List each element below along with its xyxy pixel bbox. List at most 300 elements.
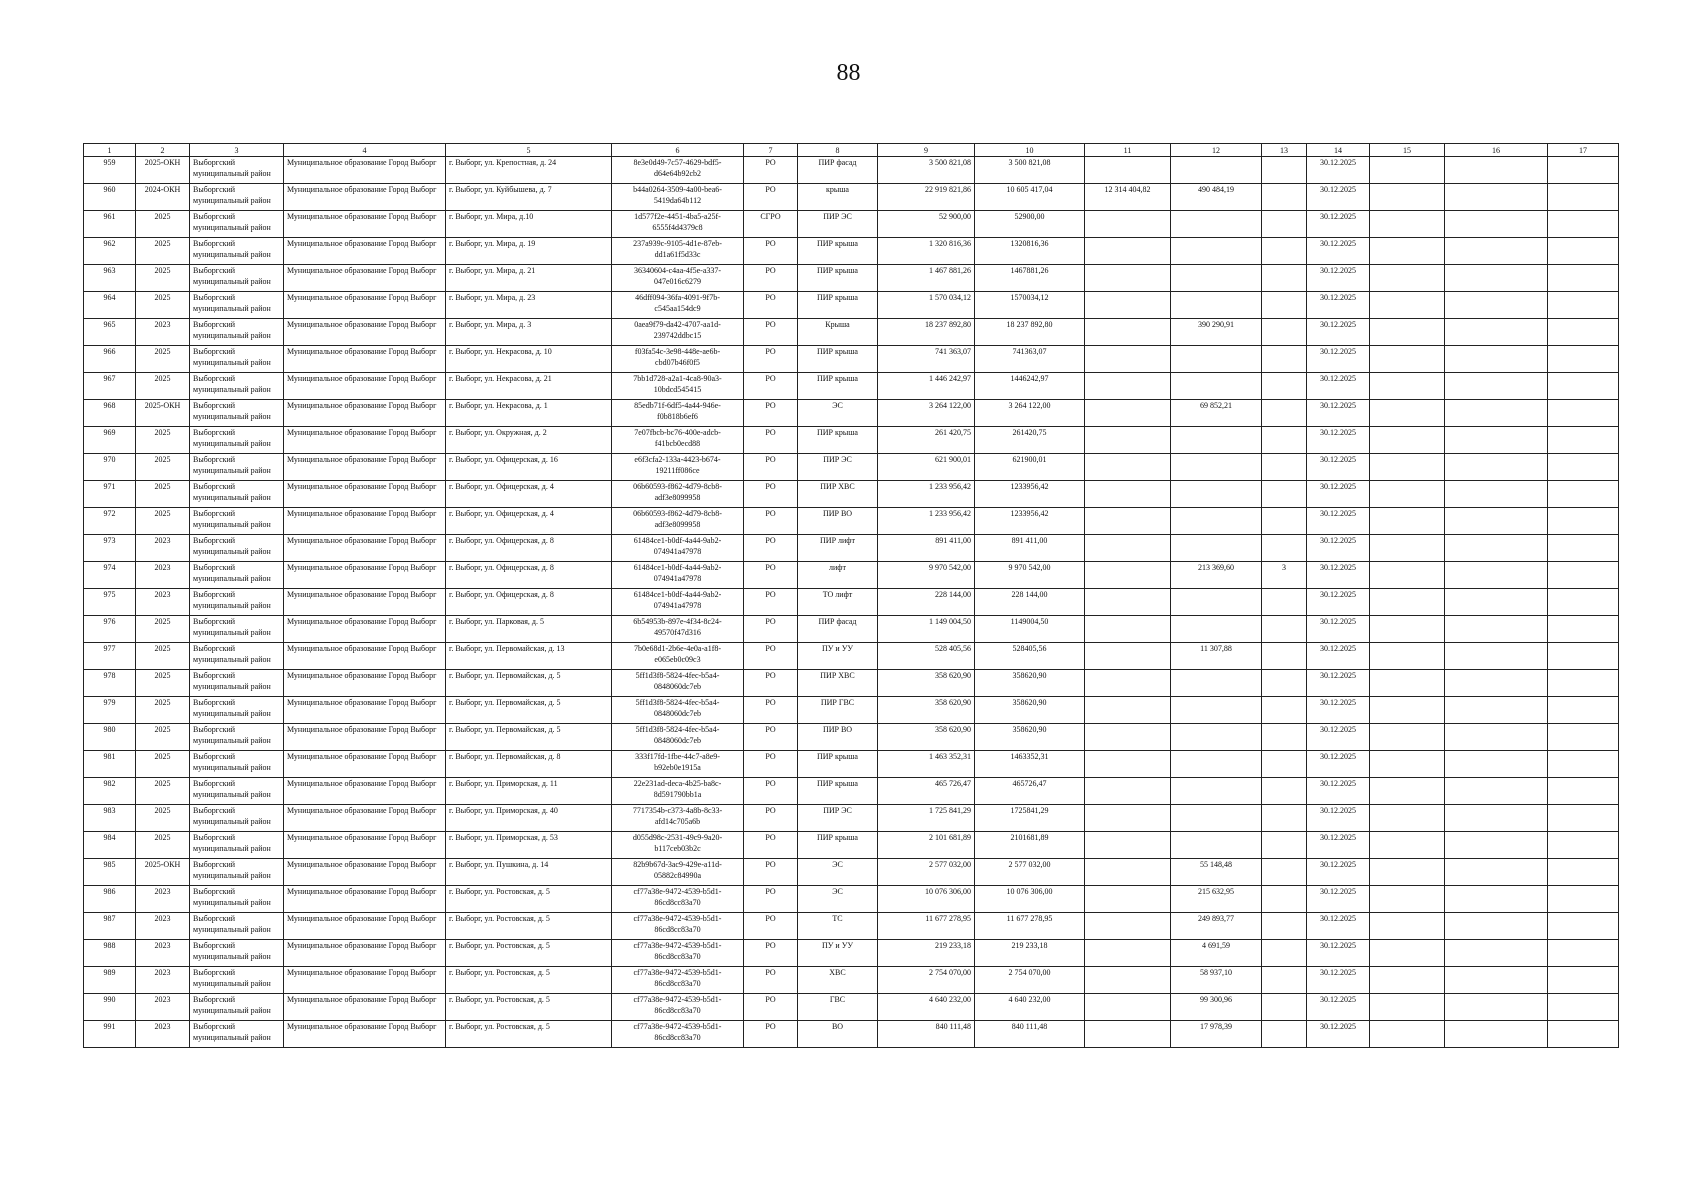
cell-work-type: ПИР крыша bbox=[798, 832, 878, 859]
cell-subsidy bbox=[1085, 562, 1171, 589]
cell-col-15 bbox=[1370, 697, 1445, 724]
cell-control-cost bbox=[1171, 616, 1262, 643]
cell-total-cost: 840 111,48 bbox=[878, 1021, 975, 1048]
cell-col-16 bbox=[1445, 400, 1548, 427]
cell-subsidy bbox=[1085, 481, 1171, 508]
cell-control-cost: 69 852,21 bbox=[1171, 400, 1262, 427]
cell-work-type: ПИР крыша bbox=[798, 373, 878, 400]
cell-col-17 bbox=[1548, 184, 1619, 211]
cell-deadline: 30.12.2025 bbox=[1307, 1021, 1370, 1048]
cell-fund-cost: 2 577 032,00 bbox=[975, 859, 1085, 886]
cell-fund-cost: 2 754 070,00 bbox=[975, 967, 1085, 994]
cell-col-17 bbox=[1548, 400, 1619, 427]
cell-program-year: 2025-ОКН bbox=[136, 859, 190, 886]
cell-program-type: РО bbox=[744, 346, 798, 373]
column-header-6: 6 bbox=[612, 144, 744, 157]
cell-house-guid: e6f3cfa2-133a-4423-b674-19211ff086ce bbox=[612, 454, 744, 481]
cell-address: г. Выборг, ул. Пушкина, д. 14 bbox=[446, 859, 612, 886]
cell-row-number: 976 bbox=[84, 616, 136, 643]
cell-work-type: лифт bbox=[798, 562, 878, 589]
cell-program-year: 2025 bbox=[136, 643, 190, 670]
cell-col-16 bbox=[1445, 319, 1548, 346]
cell-district: Выборгский муниципальный район bbox=[190, 157, 284, 184]
table-row bbox=[84, 319, 1619, 346]
cell-elevator-count bbox=[1262, 1021, 1307, 1048]
cell-program-type: РО bbox=[744, 832, 798, 859]
cell-municipality: Муниципальное образование Город Выборг bbox=[284, 913, 446, 940]
cell-col-16 bbox=[1445, 157, 1548, 184]
cell-program-year: 2023 bbox=[136, 913, 190, 940]
cell-municipality: Муниципальное образование Город Выборг bbox=[284, 886, 446, 913]
cell-elevator-count bbox=[1262, 805, 1307, 832]
cell-total-cost: 1 320 816,36 bbox=[878, 238, 975, 265]
cell-municipality: Муниципальное образование Город Выборг bbox=[284, 481, 446, 508]
cell-total-cost: 1 570 034,12 bbox=[878, 292, 975, 319]
cell-total-cost: 528 405,56 bbox=[878, 643, 975, 670]
column-header-4: 4 bbox=[284, 144, 446, 157]
cell-col-17 bbox=[1548, 211, 1619, 238]
cell-deadline: 30.12.2025 bbox=[1307, 616, 1370, 643]
cell-fund-cost: 4 640 232,00 bbox=[975, 994, 1085, 1021]
cell-district: Выборгский муниципальный район bbox=[190, 751, 284, 778]
cell-total-cost: 3 264 122,00 bbox=[878, 400, 975, 427]
cell-municipality: Муниципальное образование Город Выборг bbox=[284, 1021, 446, 1048]
cell-control-cost: 99 300,96 bbox=[1171, 994, 1262, 1021]
cell-municipality: Муниципальное образование Город Выборг bbox=[284, 994, 446, 1021]
cell-district: Выборгский муниципальный район bbox=[190, 589, 284, 616]
cell-col-16 bbox=[1445, 508, 1548, 535]
column-header-1: 1 bbox=[84, 144, 136, 157]
cell-total-cost: 1 233 956,42 bbox=[878, 481, 975, 508]
cell-address: г. Выборг, ул. Ростовская, д. 5 bbox=[446, 994, 612, 1021]
table-row bbox=[84, 670, 1619, 697]
cell-subsidy bbox=[1085, 940, 1171, 967]
table-row bbox=[84, 265, 1619, 292]
cell-col-16 bbox=[1445, 724, 1548, 751]
cell-col-15 bbox=[1370, 670, 1445, 697]
cell-row-number: 983 bbox=[84, 805, 136, 832]
cell-subsidy bbox=[1085, 157, 1171, 184]
cell-total-cost: 1 463 352,31 bbox=[878, 751, 975, 778]
cell-program-type: РО bbox=[744, 400, 798, 427]
cell-deadline: 30.12.2025 bbox=[1307, 319, 1370, 346]
cell-municipality: Муниципальное образование Город Выборг bbox=[284, 778, 446, 805]
cell-total-cost: 9 970 542,00 bbox=[878, 562, 975, 589]
cell-program-year: 2025 bbox=[136, 778, 190, 805]
cell-row-number: 964 bbox=[84, 292, 136, 319]
table-row bbox=[84, 832, 1619, 859]
cell-address: г. Выборг, ул. Офицерская, д. 8 bbox=[446, 535, 612, 562]
cell-col-17 bbox=[1548, 346, 1619, 373]
cell-col-17 bbox=[1548, 481, 1619, 508]
table-row bbox=[84, 616, 1619, 643]
cell-col-16 bbox=[1445, 373, 1548, 400]
cell-house-guid: 7bb1d728-a2a1-4ca8-90a3-10bdcd545415 bbox=[612, 373, 744, 400]
cell-fund-cost: 52900,00 bbox=[975, 211, 1085, 238]
cell-work-type: ПИР ХВС bbox=[798, 670, 878, 697]
cell-fund-cost: 1467881,26 bbox=[975, 265, 1085, 292]
cell-col-16 bbox=[1445, 940, 1548, 967]
cell-district: Выборгский муниципальный район bbox=[190, 616, 284, 643]
column-header-12: 12 bbox=[1171, 144, 1262, 157]
table-row bbox=[84, 994, 1619, 1021]
cell-house-guid: 36340604-c4aa-4f5e-a337-047e016c6279 bbox=[612, 265, 744, 292]
cell-control-cost bbox=[1171, 508, 1262, 535]
cell-row-number: 967 bbox=[84, 373, 136, 400]
cell-house-guid: 333f17fd-1fbe-44c7-a8e9-b92eb0e1915a bbox=[612, 751, 744, 778]
cell-total-cost: 358 620,90 bbox=[878, 724, 975, 751]
cell-col-15 bbox=[1370, 211, 1445, 238]
cell-col-16 bbox=[1445, 427, 1548, 454]
cell-subsidy bbox=[1085, 454, 1171, 481]
cell-elevator-count bbox=[1262, 697, 1307, 724]
cell-control-cost: 17 978,39 bbox=[1171, 1021, 1262, 1048]
cell-total-cost: 2 754 070,00 bbox=[878, 967, 975, 994]
cell-work-type: ХВС bbox=[798, 967, 878, 994]
cell-col-15 bbox=[1370, 238, 1445, 265]
cell-district: Выборгский муниципальный район bbox=[190, 346, 284, 373]
cell-municipality: Муниципальное образование Город Выборг bbox=[284, 508, 446, 535]
cell-program-type: РО bbox=[744, 373, 798, 400]
cell-row-number: 966 bbox=[84, 346, 136, 373]
cell-row-number: 979 bbox=[84, 697, 136, 724]
cell-address: г. Выборг, ул. Офицерская, д. 4 bbox=[446, 508, 612, 535]
cell-deadline: 30.12.2025 bbox=[1307, 886, 1370, 913]
cell-elevator-count bbox=[1262, 670, 1307, 697]
table-row bbox=[84, 211, 1619, 238]
cell-fund-cost: 358620,90 bbox=[975, 724, 1085, 751]
cell-district: Выборгский муниципальный район bbox=[190, 265, 284, 292]
cell-deadline: 30.12.2025 bbox=[1307, 670, 1370, 697]
cell-col-16 bbox=[1445, 238, 1548, 265]
cell-address: г. Выборг, ул. Офицерская, д. 8 bbox=[446, 562, 612, 589]
cell-deadline: 30.12.2025 bbox=[1307, 697, 1370, 724]
cell-total-cost: 1 446 242,97 bbox=[878, 373, 975, 400]
table-row bbox=[84, 157, 1619, 184]
cell-program-type: РО bbox=[744, 265, 798, 292]
cell-elevator-count bbox=[1262, 967, 1307, 994]
cell-control-cost bbox=[1171, 373, 1262, 400]
cell-row-number: 959 bbox=[84, 157, 136, 184]
cell-subsidy bbox=[1085, 373, 1171, 400]
cell-district: Выборгский муниципальный район bbox=[190, 859, 284, 886]
cell-district: Выборгский муниципальный район bbox=[190, 643, 284, 670]
cell-work-type: ВО bbox=[798, 1021, 878, 1048]
cell-col-17 bbox=[1548, 859, 1619, 886]
cell-total-cost: 621 900,01 bbox=[878, 454, 975, 481]
cell-fund-cost: 1149004,50 bbox=[975, 616, 1085, 643]
cell-col-15 bbox=[1370, 481, 1445, 508]
cell-work-type: ПИР ЭС bbox=[798, 211, 878, 238]
cell-deadline: 30.12.2025 bbox=[1307, 238, 1370, 265]
cell-row-number: 975 bbox=[84, 589, 136, 616]
cell-col-16 bbox=[1445, 535, 1548, 562]
column-header-15: 15 bbox=[1370, 144, 1445, 157]
cell-col-17 bbox=[1548, 238, 1619, 265]
cell-total-cost: 22 919 821,86 bbox=[878, 184, 975, 211]
cell-elevator-count bbox=[1262, 319, 1307, 346]
cell-house-guid: 61484ce1-b0df-4a44-9ab2-074941a47978 bbox=[612, 589, 744, 616]
cell-elevator-count bbox=[1262, 751, 1307, 778]
cell-work-type: ПИР фасад bbox=[798, 157, 878, 184]
cell-total-cost: 261 420,75 bbox=[878, 427, 975, 454]
cell-subsidy bbox=[1085, 535, 1171, 562]
cell-fund-cost: 10 076 306,00 bbox=[975, 886, 1085, 913]
cell-subsidy: 12 314 404,82 bbox=[1085, 184, 1171, 211]
cell-col-15 bbox=[1370, 994, 1445, 1021]
cell-municipality: Муниципальное образование Город Выборг bbox=[284, 616, 446, 643]
cell-col-15 bbox=[1370, 940, 1445, 967]
cell-subsidy bbox=[1085, 292, 1171, 319]
cell-col-17 bbox=[1548, 427, 1619, 454]
cell-house-guid: 82b9b67d-3ac9-429e-a11d-05882c84990a bbox=[612, 859, 744, 886]
cell-district: Выборгский муниципальный район bbox=[190, 697, 284, 724]
cell-col-17 bbox=[1548, 589, 1619, 616]
cell-total-cost: 1 725 841,29 bbox=[878, 805, 975, 832]
cell-deadline: 30.12.2025 bbox=[1307, 535, 1370, 562]
cell-col-17 bbox=[1548, 940, 1619, 967]
cell-deadline: 30.12.2025 bbox=[1307, 265, 1370, 292]
cell-elevator-count bbox=[1262, 616, 1307, 643]
cell-row-number: 974 bbox=[84, 562, 136, 589]
cell-row-number: 988 bbox=[84, 940, 136, 967]
cell-total-cost: 1 233 956,42 bbox=[878, 508, 975, 535]
cell-house-guid: cf77a38e-9472-4539-b5d1-86cd8cc83a70 bbox=[612, 886, 744, 913]
cell-work-type: ЭС bbox=[798, 400, 878, 427]
cell-col-17 bbox=[1548, 508, 1619, 535]
cell-fund-cost: 1233956,42 bbox=[975, 481, 1085, 508]
cell-work-type: ПИР ХВС bbox=[798, 481, 878, 508]
cell-control-cost bbox=[1171, 481, 1262, 508]
cell-elevator-count bbox=[1262, 643, 1307, 670]
table-body bbox=[84, 157, 1619, 1048]
cell-total-cost: 18 237 892,80 bbox=[878, 319, 975, 346]
cell-subsidy bbox=[1085, 994, 1171, 1021]
cell-col-15 bbox=[1370, 427, 1445, 454]
cell-deadline: 30.12.2025 bbox=[1307, 913, 1370, 940]
cell-program-type: РО bbox=[744, 940, 798, 967]
cell-district: Выборгский муниципальный район bbox=[190, 940, 284, 967]
cell-municipality: Муниципальное образование Город Выборг bbox=[284, 832, 446, 859]
cell-house-guid: 6b54953b-897e-4f34-8c24-49570f47d316 bbox=[612, 616, 744, 643]
table-row bbox=[84, 643, 1619, 670]
cell-deadline: 30.12.2025 bbox=[1307, 589, 1370, 616]
cell-house-guid: b44a0264-3509-4a00-bea6-5419da64b112 bbox=[612, 184, 744, 211]
cell-col-16 bbox=[1445, 211, 1548, 238]
cell-col-17 bbox=[1548, 751, 1619, 778]
table-row bbox=[84, 940, 1619, 967]
cell-deadline: 30.12.2025 bbox=[1307, 940, 1370, 967]
cell-row-number: 986 bbox=[84, 886, 136, 913]
cell-control-cost bbox=[1171, 427, 1262, 454]
cell-col-16 bbox=[1445, 859, 1548, 886]
cell-fund-cost: 1725841,29 bbox=[975, 805, 1085, 832]
cell-col-17 bbox=[1548, 994, 1619, 1021]
cell-address: г. Выборг, ул. Первомайская, д. 8 bbox=[446, 751, 612, 778]
cell-col-17 bbox=[1548, 967, 1619, 994]
cell-municipality: Муниципальное образование Город Выборг bbox=[284, 859, 446, 886]
cell-fund-cost: 1320816,36 bbox=[975, 238, 1085, 265]
table-row bbox=[84, 454, 1619, 481]
cell-col-16 bbox=[1445, 616, 1548, 643]
cell-col-15 bbox=[1370, 751, 1445, 778]
cell-col-17 bbox=[1548, 697, 1619, 724]
cell-col-17 bbox=[1548, 265, 1619, 292]
cell-house-guid: 22e231ad-deca-4b25-ba8c-8d591790bb1a bbox=[612, 778, 744, 805]
cell-address: г. Выборг, ул. Мира, д. 21 bbox=[446, 265, 612, 292]
cell-control-cost bbox=[1171, 454, 1262, 481]
cell-district: Выборгский муниципальный район bbox=[190, 373, 284, 400]
cell-elevator-count bbox=[1262, 859, 1307, 886]
cell-program-type: РО bbox=[744, 724, 798, 751]
cell-address: г. Выборг, ул. Мира, д. 23 bbox=[446, 292, 612, 319]
cell-total-cost: 10 076 306,00 bbox=[878, 886, 975, 913]
cell-total-cost: 11 677 278,95 bbox=[878, 913, 975, 940]
cell-deadline: 30.12.2025 bbox=[1307, 292, 1370, 319]
cell-col-15 bbox=[1370, 967, 1445, 994]
cell-row-number: 980 bbox=[84, 724, 136, 751]
cell-control-cost bbox=[1171, 346, 1262, 373]
cell-program-year: 2025 bbox=[136, 292, 190, 319]
cell-work-type: ГВС bbox=[798, 994, 878, 1021]
cell-program-year: 2025 bbox=[136, 211, 190, 238]
cell-program-type: РО bbox=[744, 886, 798, 913]
cell-work-type: ПИР крыша bbox=[798, 238, 878, 265]
cell-elevator-count bbox=[1262, 481, 1307, 508]
cell-municipality: Муниципальное образование Город Выборг bbox=[284, 265, 446, 292]
cell-program-type: РО bbox=[744, 535, 798, 562]
cell-deadline: 30.12.2025 bbox=[1307, 751, 1370, 778]
cell-work-type: ПИР крыша bbox=[798, 265, 878, 292]
cell-deadline: 30.12.2025 bbox=[1307, 562, 1370, 589]
cell-deadline: 30.12.2025 bbox=[1307, 832, 1370, 859]
column-header-5: 5 bbox=[446, 144, 612, 157]
cell-total-cost: 891 411,00 bbox=[878, 535, 975, 562]
cell-municipality: Муниципальное образование Город Выборг bbox=[284, 400, 446, 427]
cell-row-number: 971 bbox=[84, 481, 136, 508]
cell-row-number: 963 bbox=[84, 265, 136, 292]
cell-district: Выборгский муниципальный район bbox=[190, 427, 284, 454]
cell-total-cost: 358 620,90 bbox=[878, 697, 975, 724]
cell-col-15 bbox=[1370, 886, 1445, 913]
cell-district: Выборгский муниципальный район bbox=[190, 886, 284, 913]
cell-program-year: 2023 bbox=[136, 535, 190, 562]
table-row bbox=[84, 346, 1619, 373]
cell-work-type: ПИР ВО bbox=[798, 508, 878, 535]
cell-work-type: ПИР ЭС bbox=[798, 805, 878, 832]
cell-district: Выборгский муниципальный район bbox=[190, 454, 284, 481]
cell-program-type: РО bbox=[744, 508, 798, 535]
cell-address: г. Выборг, ул. Мира, д.10 bbox=[446, 211, 612, 238]
cell-fund-cost: 1570034,12 bbox=[975, 292, 1085, 319]
table-row bbox=[84, 751, 1619, 778]
cell-work-type: ЭС bbox=[798, 886, 878, 913]
cell-elevator-count bbox=[1262, 400, 1307, 427]
cell-program-year: 2023 bbox=[136, 589, 190, 616]
cell-col-15 bbox=[1370, 292, 1445, 319]
cell-elevator-count bbox=[1262, 238, 1307, 265]
cell-row-number: 982 bbox=[84, 778, 136, 805]
cell-district: Выборгский муниципальный район bbox=[190, 238, 284, 265]
cell-deadline: 30.12.2025 bbox=[1307, 481, 1370, 508]
cell-elevator-count bbox=[1262, 157, 1307, 184]
cell-control-cost bbox=[1171, 670, 1262, 697]
cell-program-type: РО bbox=[744, 1021, 798, 1048]
cell-program-type: РО bbox=[744, 697, 798, 724]
cell-work-type: ПУ и УУ bbox=[798, 940, 878, 967]
cell-control-cost: 215 632,95 bbox=[1171, 886, 1262, 913]
cell-district: Выборгский муниципальный район bbox=[190, 967, 284, 994]
cell-fund-cost: 18 237 892,80 bbox=[975, 319, 1085, 346]
cell-address: г. Выборг, ул. Приморская, д. 40 bbox=[446, 805, 612, 832]
cell-program-type: РО bbox=[744, 994, 798, 1021]
cell-col-17 bbox=[1548, 535, 1619, 562]
cell-col-17 bbox=[1548, 616, 1619, 643]
cell-col-17 bbox=[1548, 373, 1619, 400]
cell-work-type: ПИР ВО bbox=[798, 724, 878, 751]
cell-program-type: РО bbox=[744, 238, 798, 265]
cell-municipality: Муниципальное образование Город Выборг bbox=[284, 427, 446, 454]
cell-col-15 bbox=[1370, 778, 1445, 805]
table-row bbox=[84, 373, 1619, 400]
cell-control-cost bbox=[1171, 238, 1262, 265]
cell-elevator-count: 3 bbox=[1262, 562, 1307, 589]
page-number: 88 bbox=[836, 60, 861, 86]
cell-subsidy bbox=[1085, 508, 1171, 535]
cell-subsidy bbox=[1085, 967, 1171, 994]
cell-program-type: РО bbox=[744, 670, 798, 697]
cell-municipality: Муниципальное образование Город Выборг bbox=[284, 562, 446, 589]
cell-work-type: ПИР крыша bbox=[798, 751, 878, 778]
cell-control-cost: 249 893,77 bbox=[1171, 913, 1262, 940]
cell-address: г. Выборг, ул. Некрасова, д. 21 bbox=[446, 373, 612, 400]
cell-work-type: ПИР ЭС bbox=[798, 454, 878, 481]
cell-address: г. Выборг, ул. Офицерская, д. 16 bbox=[446, 454, 612, 481]
table-row bbox=[84, 292, 1619, 319]
cell-house-guid: 5ff1d3f8-5824-4fec-b5a4-0848060dc7eb bbox=[612, 670, 744, 697]
cell-address: г. Выборг, ул. Некрасова, д. 1 bbox=[446, 400, 612, 427]
cell-address: г. Выборг, ул. Окружная, д. 2 bbox=[446, 427, 612, 454]
cell-row-number: 987 bbox=[84, 913, 136, 940]
table-row bbox=[84, 697, 1619, 724]
cell-control-cost bbox=[1171, 292, 1262, 319]
cell-address: г. Выборг, ул. Первомайская, д. 5 bbox=[446, 724, 612, 751]
table-row bbox=[84, 859, 1619, 886]
cell-elevator-count bbox=[1262, 265, 1307, 292]
cell-district: Выборгский муниципальный район bbox=[190, 292, 284, 319]
cell-elevator-count bbox=[1262, 373, 1307, 400]
column-header-9: 9 bbox=[878, 144, 975, 157]
cell-program-year: 2023 bbox=[136, 1021, 190, 1048]
cell-col-17 bbox=[1548, 643, 1619, 670]
cell-district: Выборгский муниципальный район bbox=[190, 805, 284, 832]
cell-program-type: РО bbox=[744, 967, 798, 994]
cell-col-17 bbox=[1548, 319, 1619, 346]
cell-col-15 bbox=[1370, 157, 1445, 184]
cell-house-guid: d055d98c-2531-49c9-9a20-b117ceb03b2c bbox=[612, 832, 744, 859]
cell-deadline: 30.12.2025 bbox=[1307, 157, 1370, 184]
cell-row-number: 969 bbox=[84, 427, 136, 454]
cell-col-17 bbox=[1548, 913, 1619, 940]
cell-elevator-count bbox=[1262, 184, 1307, 211]
cell-district: Выборгский муниципальный район bbox=[190, 211, 284, 238]
cell-program-type: РО bbox=[744, 751, 798, 778]
cell-col-15 bbox=[1370, 724, 1445, 751]
cell-row-number: 968 bbox=[84, 400, 136, 427]
cell-address: г. Выборг, ул. Мира, д. 19 bbox=[446, 238, 612, 265]
cell-house-guid: 237a939c-9105-4d1e-87eb-dd1a61f5d33c bbox=[612, 238, 744, 265]
column-header-13: 13 bbox=[1262, 144, 1307, 157]
